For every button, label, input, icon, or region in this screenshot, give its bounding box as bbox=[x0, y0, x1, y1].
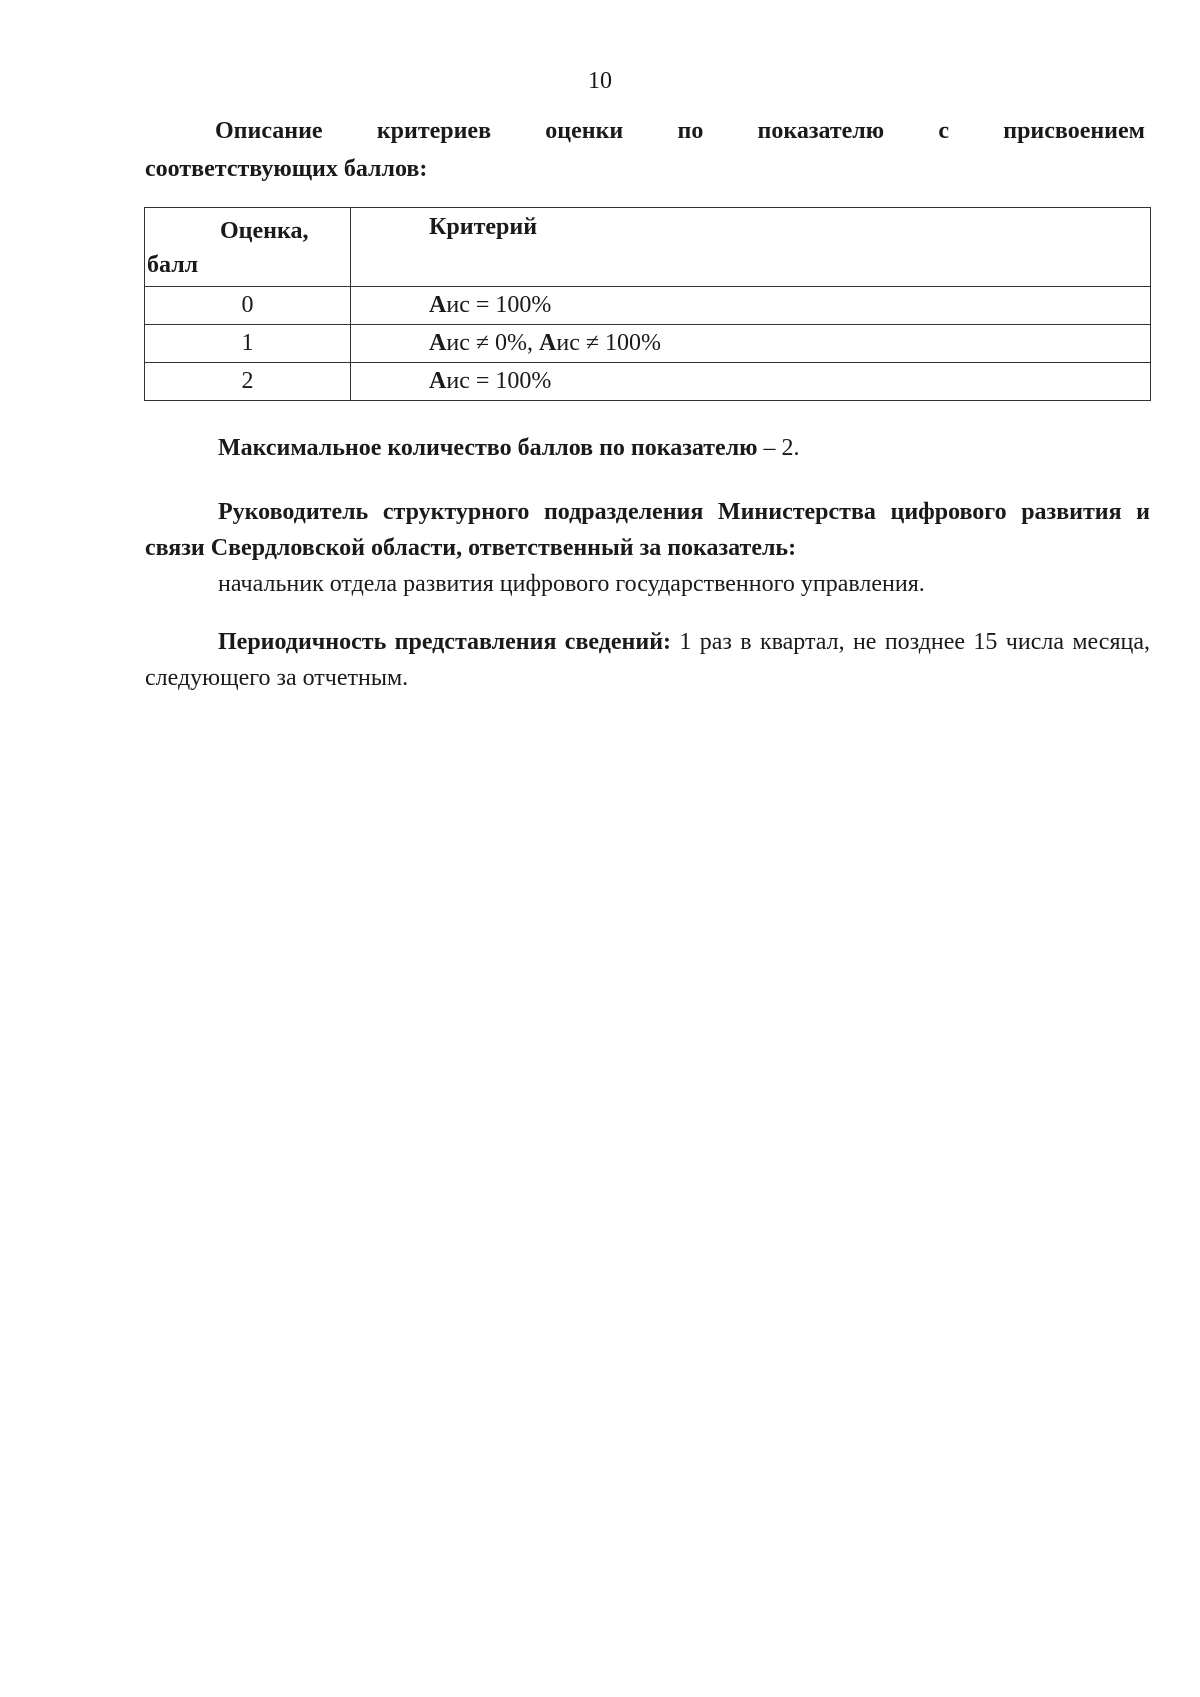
heading-word: с bbox=[938, 118, 949, 144]
heading-word: критериев bbox=[376, 118, 492, 144]
score-cell: 1 bbox=[145, 325, 351, 363]
max-score-label: Максимальное количество баллов по показателю bbox=[218, 435, 758, 461]
max-score-paragraph bbox=[145, 430, 1150, 466]
responsible-paragraph bbox=[145, 494, 1150, 602]
score-cell: 0 bbox=[145, 287, 351, 325]
criteria-heading bbox=[145, 112, 1145, 188]
score-cell: 2 bbox=[145, 363, 351, 401]
periodicity-value: 1 раз в квартал, не позднее 15 числа месяца, следующего за отчетным. bbox=[145, 629, 1150, 691]
criteria-table bbox=[144, 207, 1151, 401]
periodicity-label: Периодичность представления сведений: bbox=[218, 629, 672, 655]
table-row bbox=[145, 363, 1151, 401]
periodicity-paragraph bbox=[145, 624, 1150, 696]
max-score-value: – 2. bbox=[757, 435, 800, 461]
score-header-line2: балл bbox=[147, 252, 199, 278]
criterion-text: ис = 100% bbox=[446, 368, 552, 394]
criterion-text: ис = 100% bbox=[446, 292, 552, 318]
heading-word: показателю bbox=[757, 118, 885, 144]
score-column-header bbox=[145, 208, 351, 287]
heading-word: Описание bbox=[215, 118, 323, 144]
criterion-symbol: А bbox=[429, 330, 447, 356]
table-row bbox=[145, 325, 1151, 363]
criterion-cell bbox=[351, 287, 1151, 325]
criterion-symbol: А bbox=[539, 330, 557, 356]
heading-word: оценки bbox=[545, 118, 624, 144]
heading-word: присвоением bbox=[1003, 118, 1145, 144]
heading-word: по bbox=[677, 118, 704, 144]
criterion-text: ис ≠ 100% bbox=[556, 330, 662, 356]
heading-line-2: соответствующих баллов: bbox=[145, 156, 428, 182]
criterion-cell bbox=[351, 325, 1151, 363]
criterion-text: ис ≠ 0%, bbox=[446, 330, 540, 356]
heading-line-1 bbox=[145, 112, 1145, 150]
score-header-line1: Оценка, bbox=[220, 218, 309, 244]
criterion-cell bbox=[351, 363, 1151, 401]
page-number: 10 bbox=[588, 68, 612, 94]
criterion-symbol: А bbox=[429, 368, 447, 394]
table-header-row bbox=[145, 208, 1151, 287]
criterion-symbol: А bbox=[429, 292, 447, 318]
responsible-value: начальник отдела развития цифрового государственного управления. bbox=[218, 571, 925, 597]
table-row bbox=[145, 287, 1151, 325]
criterion-column-header: Критерий bbox=[351, 208, 1151, 287]
responsible-label: Руководитель структурного подразделения Министерства цифрового развития и связи Свердловской области, ответственный за показатель: bbox=[145, 499, 1150, 561]
